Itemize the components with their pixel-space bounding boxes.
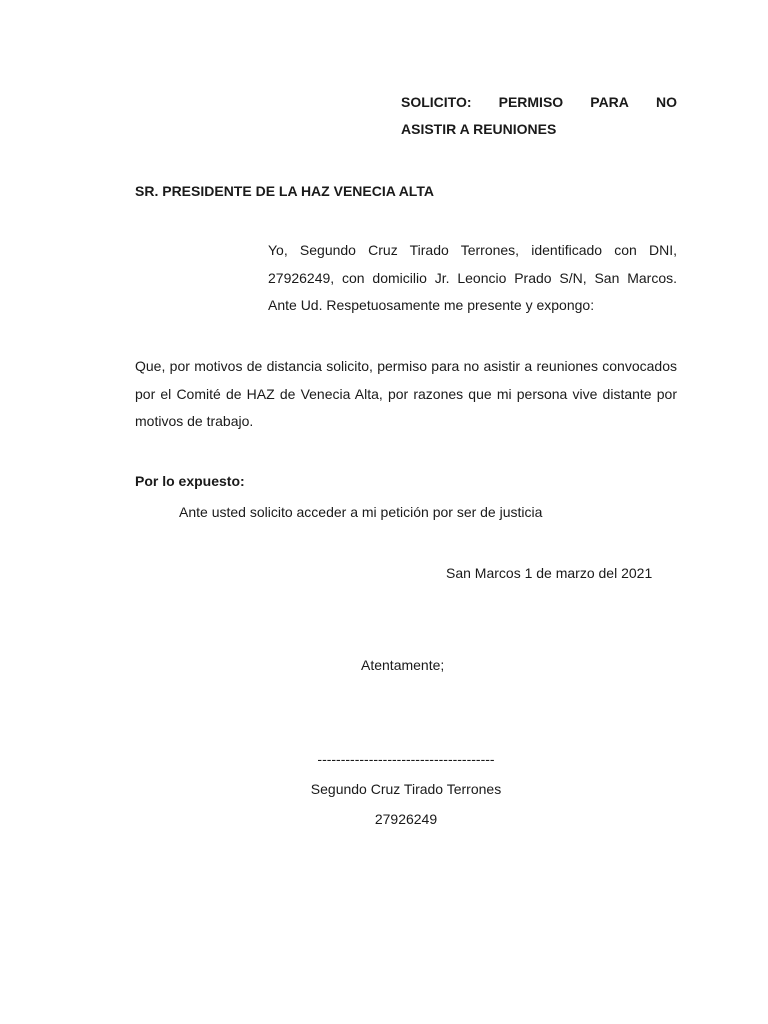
subject-word-solicito: SOLICITO: <box>401 94 472 110</box>
date-line: San Marcos 1 de marzo del 2021 <box>446 565 653 581</box>
request-line: Ante usted solicito acceder a mi petición por ser de justicia <box>179 504 543 520</box>
closing-line: Atentamente; <box>361 657 445 673</box>
expuesto-label: Por lo expuesto: <box>135 473 245 489</box>
subject-heading <box>401 89 677 143</box>
body-paragraph: Que, por motivos de distancia solicito, permiso para no asistir a reuniones convocados por el Comité de HAZ de Venecia Alta, por razones que mi persona vive distante por motivos de trabajo. <box>135 358 677 429</box>
addressee: SR. PRESIDENTE DE LA HAZ VENECIA ALTA <box>135 183 434 199</box>
subject-line-1 <box>401 89 677 116</box>
signature-block <box>256 744 556 834</box>
subject-word-no: NO <box>655 94 677 110</box>
subject-word-permiso: PERMISO <box>498 94 564 110</box>
intro-paragraph: Yo, Segundo Cruz Tirado Terrones, identificado con DNI, 27926249, con domicilio Jr. Leoncio Prado S/N, San Marcos. Ante Ud. Respetuosamente me presente y expongo: <box>268 242 677 313</box>
signature-line: -------------------------------------- <box>317 751 495 767</box>
signature-dni: 27926249 <box>374 811 438 827</box>
signature-name: Segundo Cruz Tirado Terrones <box>310 781 502 797</box>
subject-word-para: PARA <box>590 94 629 110</box>
subject-line-2: ASISTIR A REUNIONES <box>401 121 557 137</box>
